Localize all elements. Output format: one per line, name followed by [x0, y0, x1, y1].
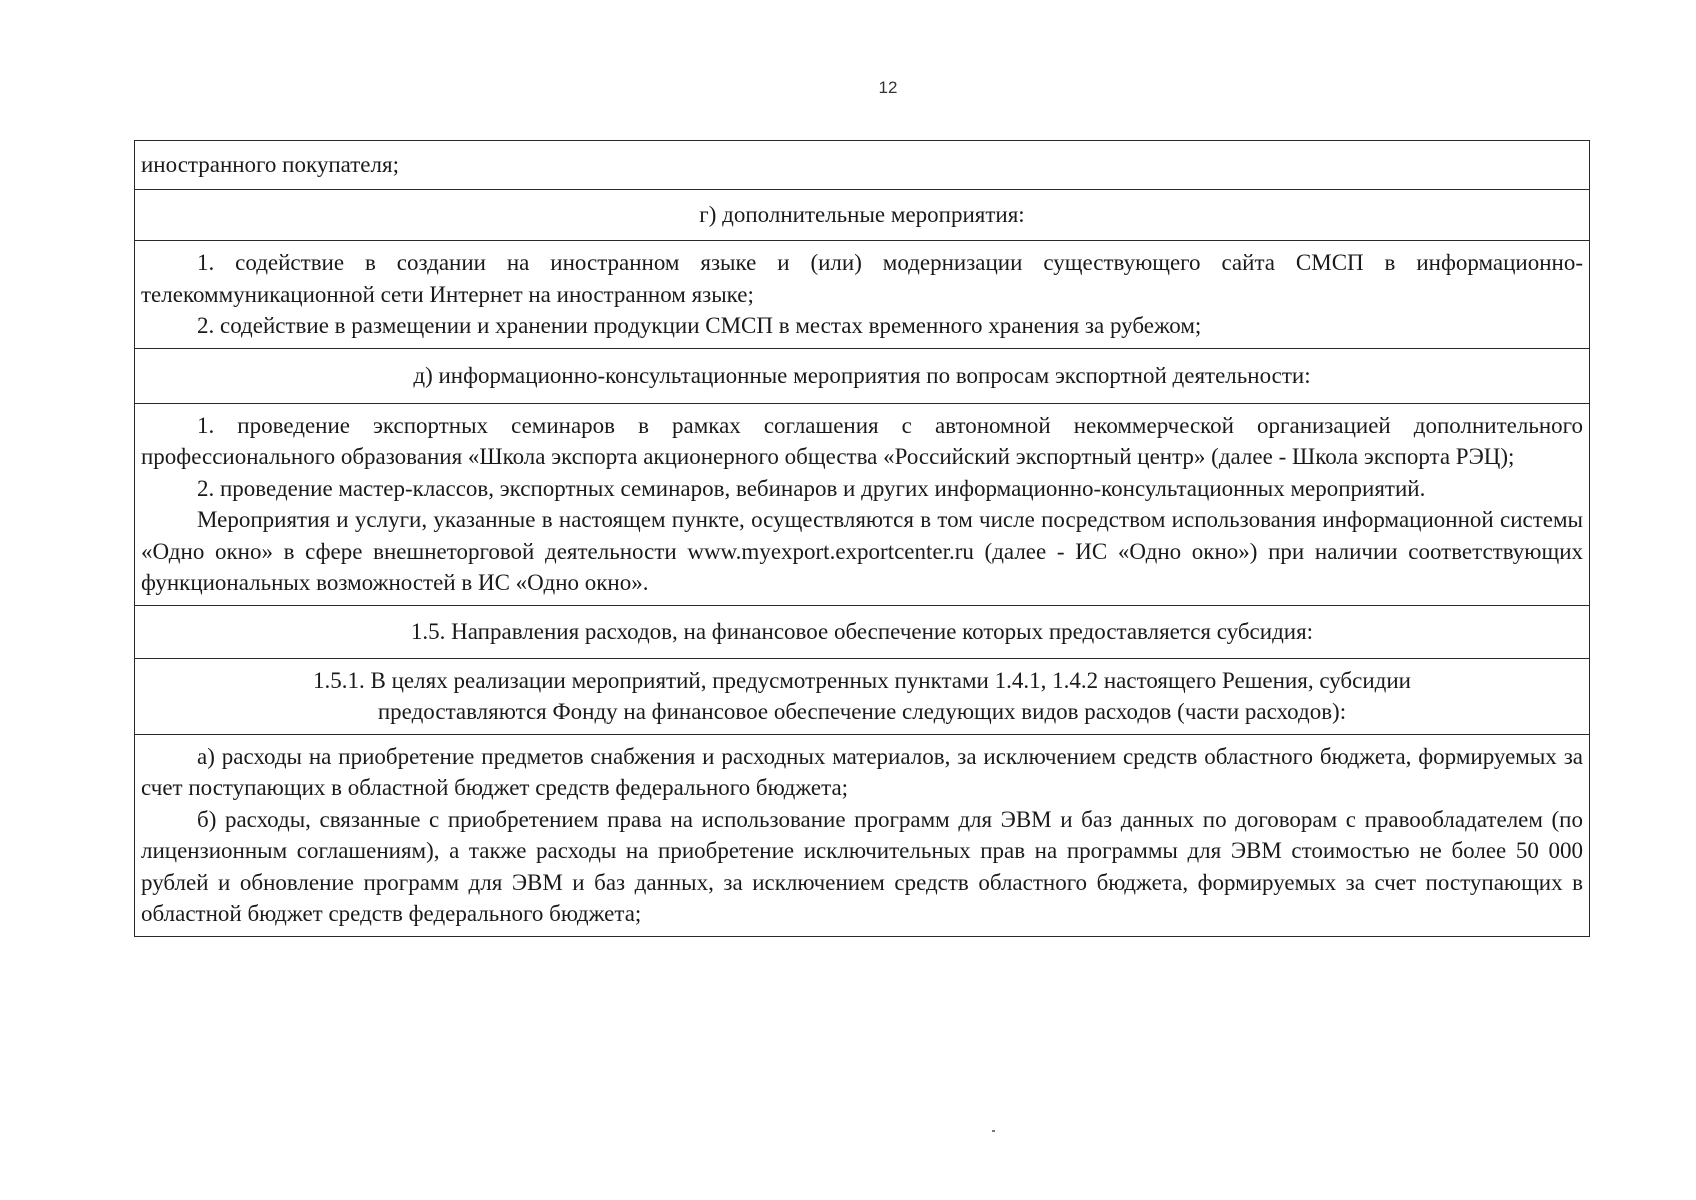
- table-row: [135, 605, 1590, 658]
- section-d-content: [135, 403, 1590, 605]
- scan-speck: [992, 1130, 995, 1132]
- table-row: [135, 190, 1590, 241]
- table-row: [135, 658, 1590, 734]
- table-row: [135, 734, 1590, 936]
- section-heading-d: д) информационно-консультационные мероприятия по вопросам экспортной деятельности:: [135, 348, 1590, 403]
- page-number: 12: [878, 78, 898, 97]
- continuation-text: иностранного покупателя;: [135, 141, 1590, 190]
- expenses-content: [135, 734, 1590, 936]
- heading-line: предоставляются Фонду на финансовое обеспечение следующих видов расходов (части расходов):: [377, 699, 1347, 724]
- section-g-content: [135, 241, 1590, 349]
- document-table: [134, 140, 1590, 937]
- paragraph: 2. содействие в размещении и хранении продукции СМСП в местах временного хранения за рубежом;: [197, 313, 1202, 338]
- table-row: [135, 348, 1590, 403]
- table-row: [135, 241, 1590, 349]
- table-row: [135, 403, 1590, 605]
- table-row: [135, 141, 1590, 190]
- paragraph: 2. проведение мастер-классов, экспортных семинаров, вебинаров и других информационно-консультационных мероприятий.: [197, 475, 1426, 501]
- section-heading-g: г) дополнительные мероприятия:: [135, 190, 1590, 241]
- section-heading-1-5: 1.5. Направления расходов, на финансовое обеспечение которых предоставляется субсидия:: [135, 605, 1590, 658]
- paragraph: 1. проведение экспортных семинаров в рамках соглашения с автономной некоммерческой организацией дополнительного профессионального образования «Школа экспорта акционерного общества «Российский экспортный центр» (далее - Школа экспорта РЭЦ);: [141, 412, 1583, 469]
- section-heading-1-5-1: [135, 658, 1590, 734]
- heading-line: 1.5.1. В целях реализации мероприятий, предусмотренных пунктами 1.4.1, 1.4.2 настоящего Решения, субсидии: [313, 667, 1411, 693]
- paragraph: б) расходы, связанные с приобретением права на использование программ для ЭВМ и баз данных по договорам с правообладателем (по лицензионным соглашениям), а также расходы на приобретение исключительных прав на программы для ЭВМ стоимостью не более 50 000 рублей и обновление программ для ЭВМ и баз данных, за исключением средств областного бюджета, формируемых за счет поступающих в областной бюджет средств федерального бюджета;: [141, 806, 1583, 926]
- paragraph: а) расходы на приобретение предметов снабжения и расходных материалов, за исключением средств областного бюджета, формируемых за счет поступающих в областной бюджет средств федерального бюджета;: [141, 743, 1583, 800]
- paragraph: Мероприятия и услуги, указанные в настоящем пункте, осуществляются в том числе посредством использования информационной системы «Одно окно» в сфере внешнеторговой деятельности www.myexport.exportcenter.ru (далее - ИС «Одно окно») при наличии соответствующих функциональных возможностей в ИС «Одно окно».: [141, 507, 1583, 595]
- paragraph: 1. содействие в создании на иностранном языке и (или) модернизации существующего сайта СМСП в информационно-телекоммуникационной сети Интернет на иностранном языке;: [141, 250, 1583, 307]
